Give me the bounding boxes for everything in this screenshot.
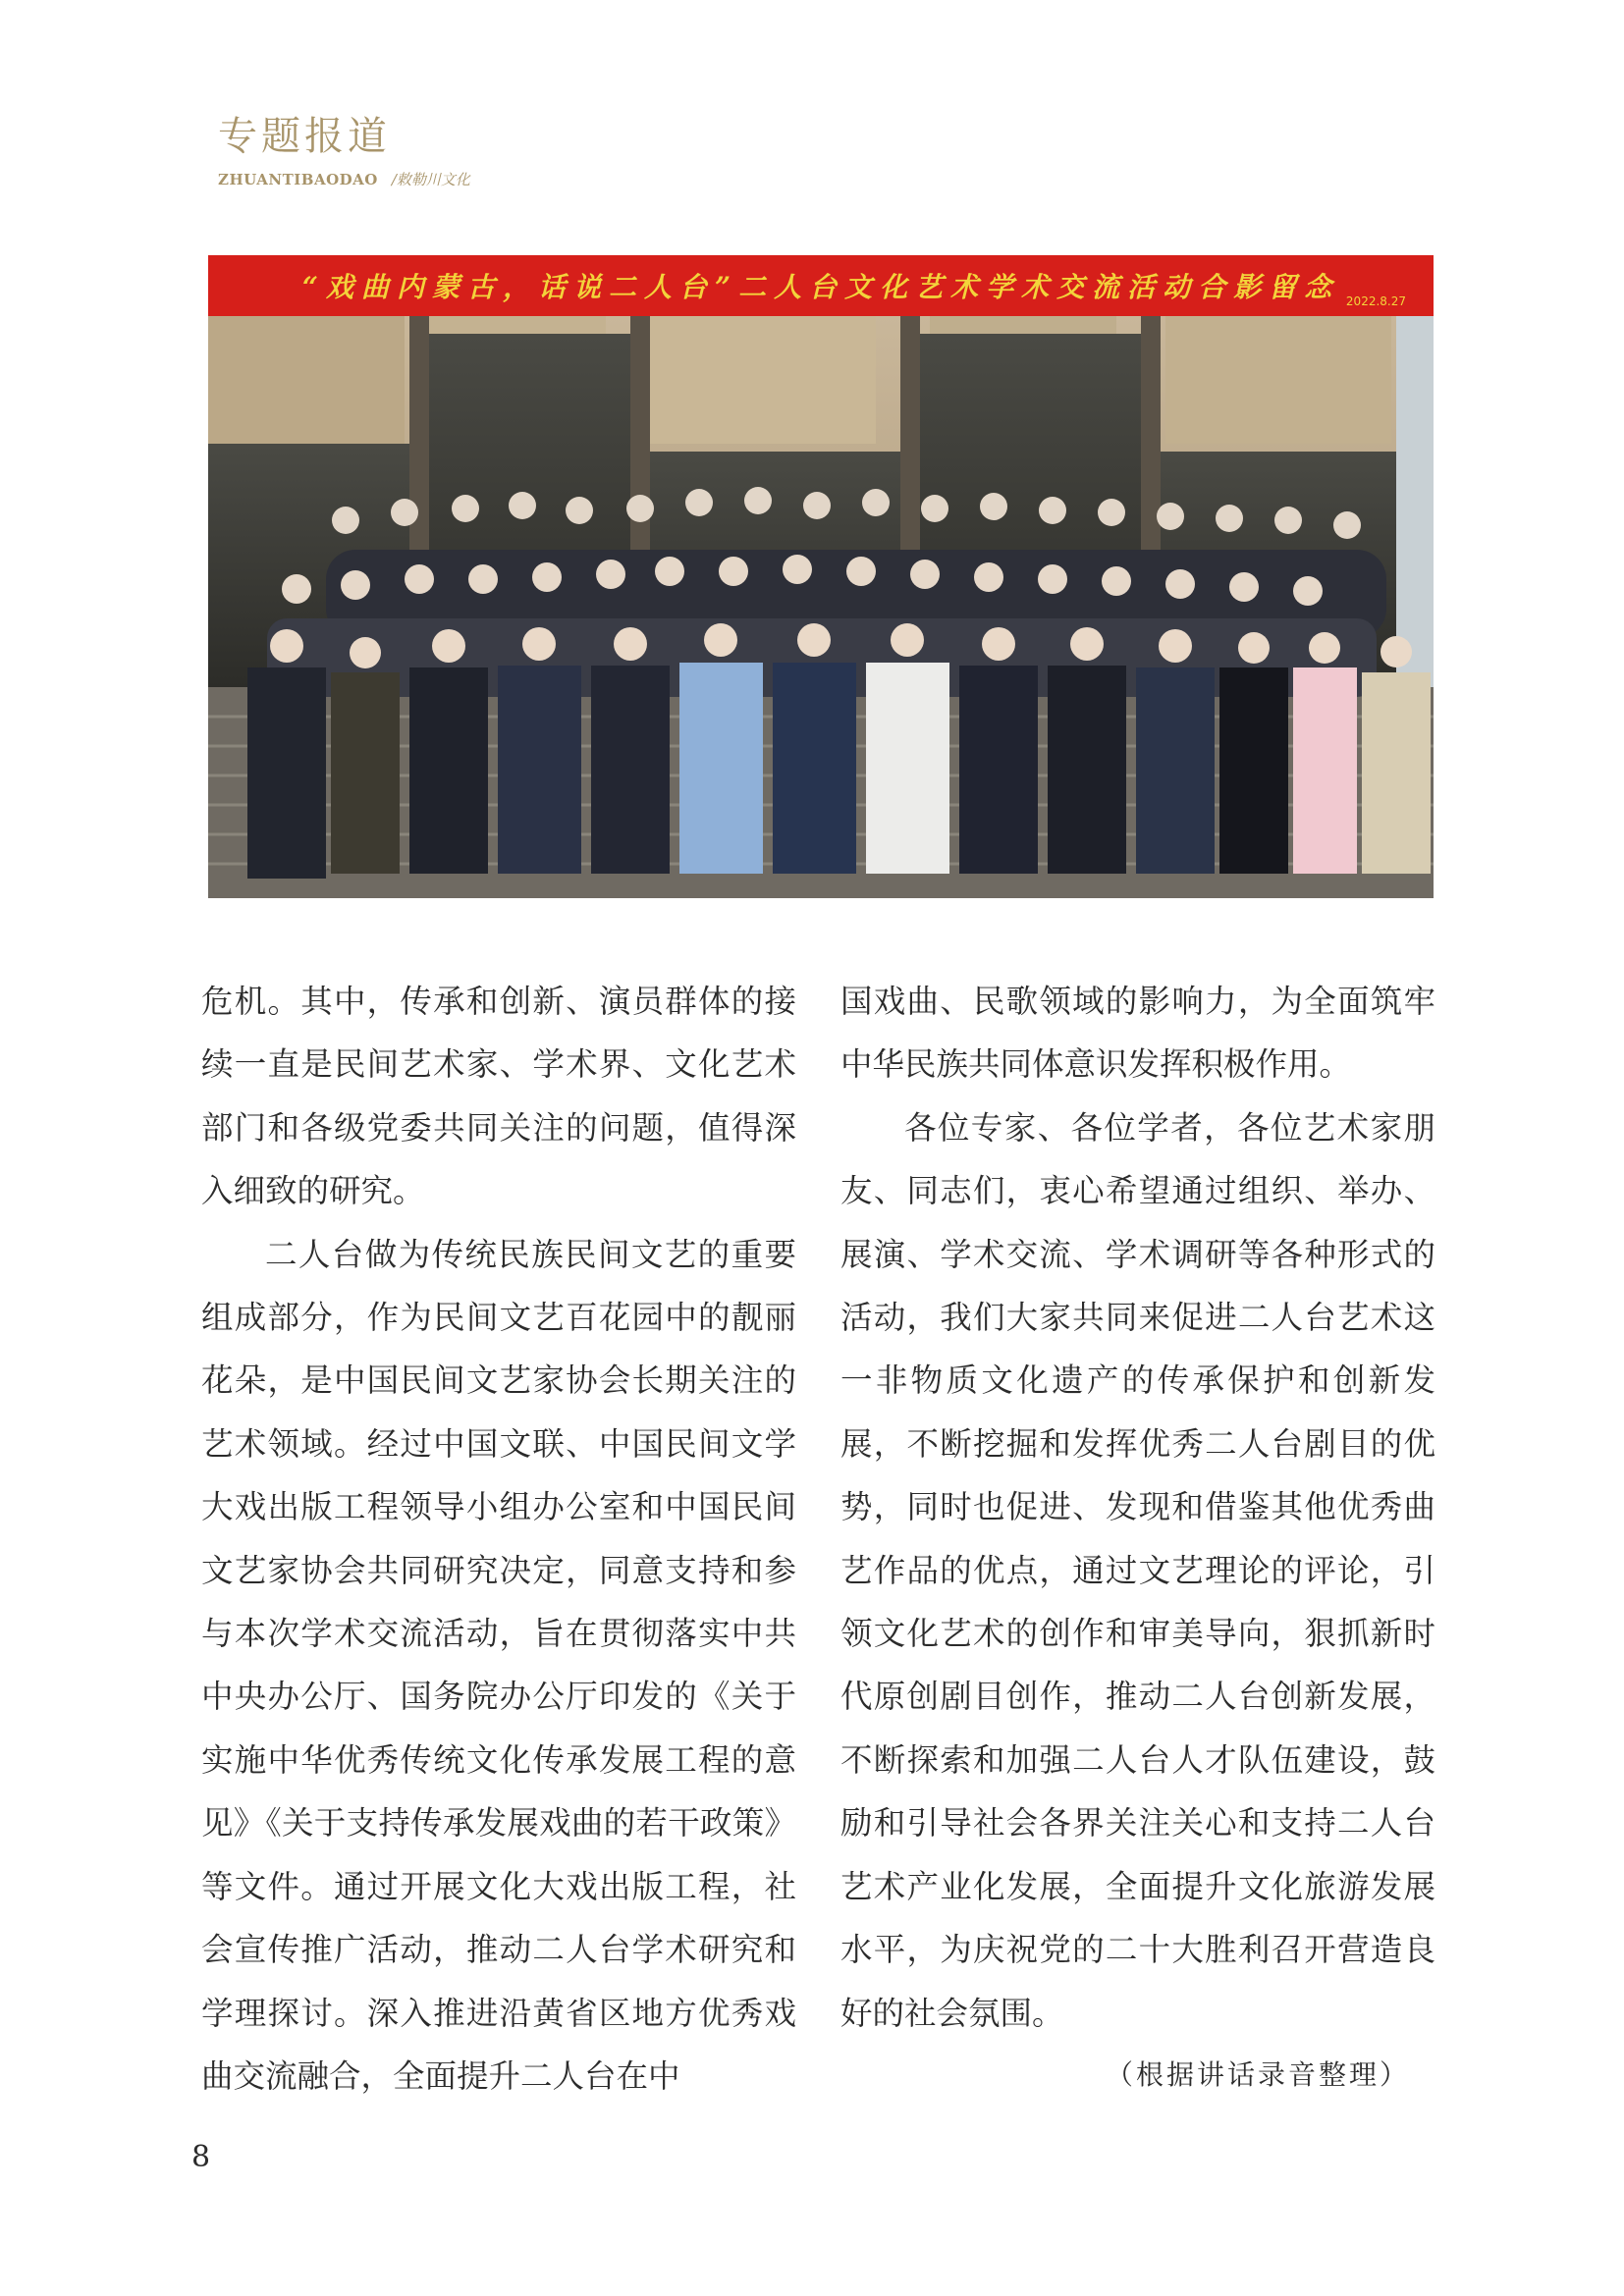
source-note: （根据讲话录音整理）: [1106, 2058, 1411, 2091]
section-title: 专题报道: [218, 114, 391, 159]
group-photo-image: [208, 255, 1434, 898]
magazine-name: /敕勒川文化: [391, 171, 470, 188]
right-column: [840, 970, 1435, 2045]
page-number: 8: [191, 2140, 211, 2174]
paragraph: 国戏曲、民歌领域的影响力，为全面筑牢中华民族共同体意识发挥积极作用。: [840, 983, 1435, 1084]
section-subtitle: [218, 169, 470, 189]
group-photo: [208, 255, 1434, 898]
paragraph: 各位专家、各位学者，各位艺术家朋友、同志们，衷心希望通过组织、举办、展演、学术交流、学术调研等各种形式的活动，我们大家共同来促进二人台艺术这一非物质文化遗产的传承保护和创新发展，不断挖掘和发挥优秀二人台剧目的优势，同时也促进、发现和借鉴其他优秀曲艺作品的优点，通过文艺理论的评论，引领文化艺术的创作和审美导向，狠抓新时代原创剧目创作，推动二人台创新发展，不断探索和加强二人台人才队伍建设，鼓励和引导社会各界关注关心和支持二人台艺术产业化发展，全面提升文化旅游发展水平，为庆祝党的二十大胜利召开营造良好的社会氛围。: [840, 1108, 1435, 2032]
banner-date: 2022.8.27: [1345, 294, 1406, 308]
photo-banner: [208, 255, 1434, 316]
banner-title: “戏曲内蒙古，话说二人台”二人台文化艺术学术交流活动合影留念: [301, 271, 1340, 303]
paragraph: 危机。其中，传承和创新、演员群体的接续一直是民间艺术家、学术界、文化艺术部门和各级党委共同关注的问题，值得深入细致的研究。: [201, 983, 796, 1210]
section-pinyin: ZHUANTIBAODAO: [218, 171, 378, 188]
section-header: [218, 112, 470, 189]
left-column: [201, 970, 796, 2108]
paragraph: 二人台做为传统民族民间文艺的重要组成部分，作为民间文艺百花园中的靓丽花朵，是中国民间文艺家协会长期关注的艺术领域。经过中国文联、中国民间文学大戏出版工程领导小组办公室和中国民间文艺家协会共同研究决定，同意支持和参与本次学术交流活动，旨在贯彻落实中共中央办公厅、国务院办公厅印发的《关于实施中华优秀传统文化传承发展工程的意见》《关于支持传承发展戏曲的若干政策》等文件。通过开展文化大戏出版工程，社会宣传推广活动，推动二人台学术研究和学理探讨。深入推进沿黄省区地方优秀戏曲交流融合，全面提升二人台在中: [201, 1235, 796, 2095]
